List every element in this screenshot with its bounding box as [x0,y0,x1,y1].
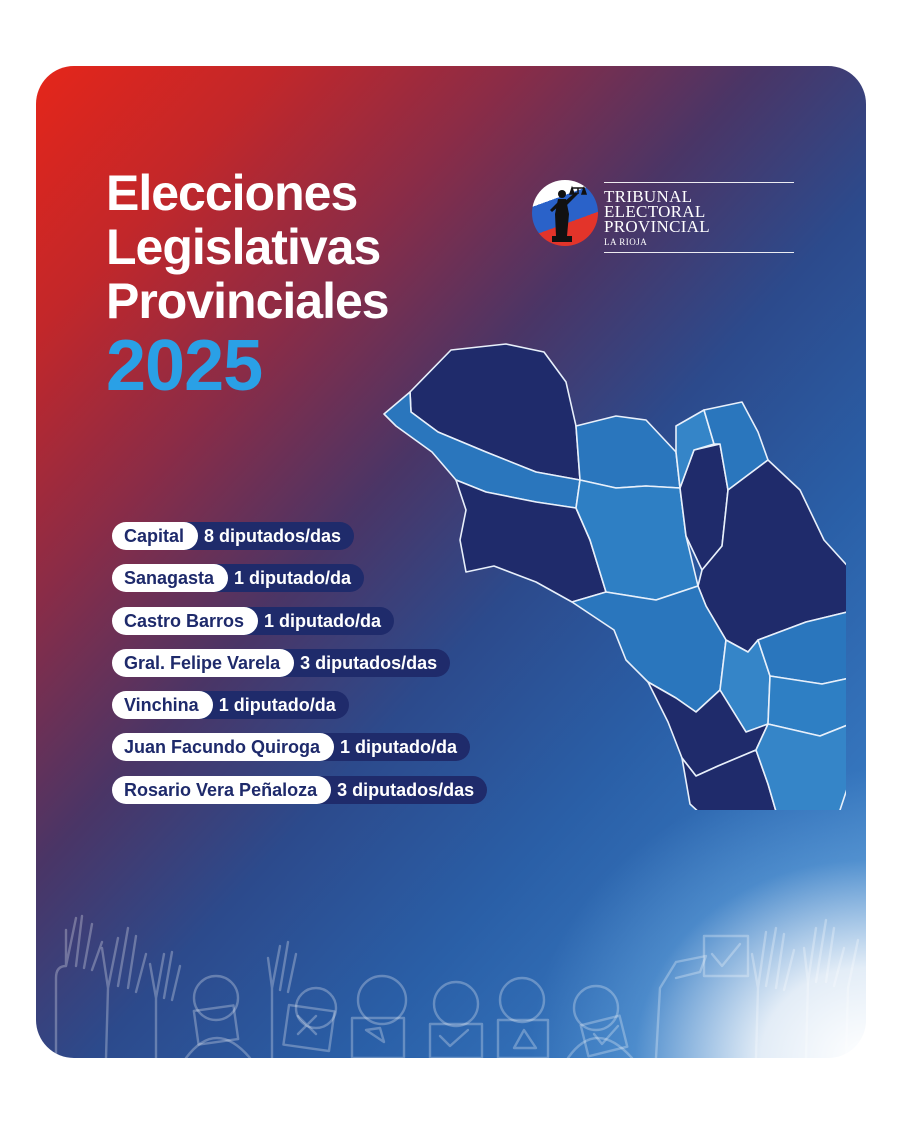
title-line-1: Elecciones [106,165,358,221]
seat-count: 1 diputado/da [191,691,349,719]
tribunal-name [604,182,794,253]
title-line-2: Legislativas [106,219,381,275]
seat-count: 3 diputados/das [272,649,450,677]
seat-count: 1 diputado/da [206,564,364,592]
department-name: Sanagasta [112,564,228,592]
tribunal-name-line-1: TRIBUNAL ELECTORAL [604,187,706,221]
tribunal-name-line-2: PROVINCIAL [604,217,710,236]
department-name: Capital [112,522,198,550]
seat-count: 3 diputados/das [309,776,487,804]
justice-statue-icon [532,180,598,246]
department-name: Juan Facundo Quiroga [112,733,334,761]
department-name: Castro Barros [112,607,258,635]
department-row-vera-penaloza [112,776,487,804]
map-region-independencia [572,586,726,712]
page-title [106,166,389,328]
department-row-felipe-varela [112,649,487,677]
poster-card [36,66,866,1058]
tribunal-location: LA RIOJA [604,237,648,247]
map-region-north-center [576,416,680,488]
tribunal-logo [532,178,794,252]
raised-hands-illustration [36,858,866,1058]
seat-count: 1 diputado/da [312,733,470,761]
department-row-facundo-quiroga [112,733,487,761]
department-name: Gral. Felipe Varela [112,649,294,677]
department-name: Rosario Vera Peñaloza [112,776,331,804]
seat-count: 8 diputados/das [176,522,354,550]
election-year: 2025 [106,326,263,406]
title-line-3: Provinciales [106,273,389,329]
department-name: Vinchina [112,691,213,719]
seat-count: 1 diputado/da [236,607,394,635]
